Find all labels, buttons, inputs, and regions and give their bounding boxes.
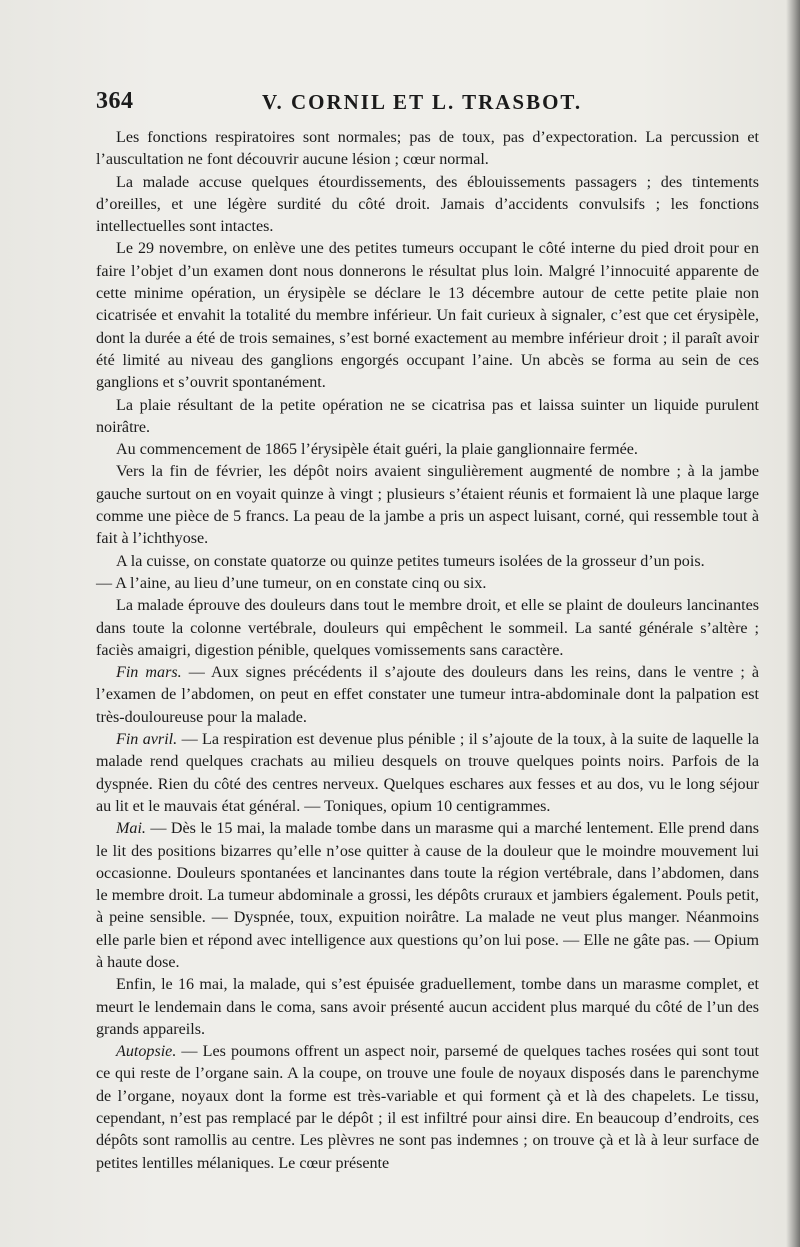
paragraph-text: Vers la fin de février, les dépôt noirs avaient singulièrement augmenté de nombre ; à la jambe gauche surtout on en voyait quinze à vingt ; plusieurs s’étaient réunis et formaient là une plaque large comme une pièce de 5 francs. La peau de la jambe a pris un aspect luisant, corné, qui ressemble tout à fait à l’ichthyose. (96, 463, 759, 548)
paragraph-text: — Dès le 15 mai, la malade tombe dans un marasme qui a marché lentement. Elle prend dans le lit des positions bizarres qu’elle n’ose quitter à cause de la douleur que le moindre mouvement lui occasionne. Douleurs spontanées et lancinantes dans toute la région vertébrale, dans l’abdomen, dans le membre droit. La tumeur abdominale a grossi, les dépôts cruraux et jambiers également. Pouls petit, à peine sensible. — Dyspnée, toux, expuition noirâtre. La malade ne veut plus manger. Néanmoins elle parle bien et répond avec intelligence aux questions qu’on lui pose. — Elle ne gâte pas. — Opium à haute dose. (96, 820, 759, 971)
paragraph (96, 595, 759, 662)
paragraph (96, 461, 759, 550)
paragraph (96, 172, 759, 239)
paragraph-lead: Mai. (116, 820, 146, 838)
paragraph (96, 439, 759, 461)
paragraph-text: La malade éprouve des douleurs dans tout le membre droit, et elle se plaint de douleurs lancinantes dans toute la colonne vertébrale, douleurs qui empêchent le sommeil. La santé générale s’altère ; faciès amaigri, digestion pénible, quelques vomissements sans caractère. (96, 597, 759, 659)
paragraph-text: Enfin, le 16 mai, la malade, qui s’est épuisée graduellement, tombe dans un marasme complet, et meurt le lendemain dans le coma, sans avoir présenté aucun accident plus marqué du côté de l’un des grands appareils. (96, 976, 759, 1038)
paragraph-text: La plaie résultant de la petite opération ne se cicatrisa pas et laissa suinter un liquide purulent noirâtre. (96, 396, 759, 436)
paragraph-lead: Fin mars. (116, 664, 182, 682)
paragraph (96, 729, 759, 818)
paragraph-text: Au commencement de 1865 l’érysipèle était guéri, la plaie ganglionnaire fermée. (116, 441, 638, 459)
paragraph-text: Les fonctions respiratoires sont normales; pas de toux, pas d’expectoration. La percussion et l’auscultation ne font découvrir aucune lésion ; cœur normal. (96, 129, 759, 169)
paragraph (96, 127, 759, 172)
paragraph-text: — La respiration est devenue plus pénible ; il s’ajoute de la toux, à la suite de laquelle la malade rend quelques crachats au milieu desquels on trouve quelques points noirs. Parfois de la dyspnée. Rien du côté des centres nerveux. Quelques eschares aux fesses et au dos, vu le long séjour au lit et le mauvais état général. — Toniques, opium 10 centigrammes. (96, 731, 759, 815)
paragraph (96, 818, 759, 974)
paragraph (96, 238, 759, 394)
paragraph-text: — A l’aine, au lieu d’une tumeur, on en constate cinq ou six. (96, 574, 487, 592)
paragraph-text: — Les poumons offrent un aspect noir, parsemé de quelques taches rosées qui sont tout ce qui reste de l’organe sain. A la coupe, on trouve une foule de noyaux disposés dans le parenchyme de l’organe, noyaux dont la forme est très-variable et qui forment çà et là des chapelets. Le tissu, cependant, n’est pas remplacé par le dépôt ; il est infiltré pour ainsi dire. En beaucoup d’endroits, ces dépôts sont ramollis au centre. Les plèvres ne sont pas indemnes ; on trouve çà et là à leur surface de petites lentilles mélaniques. Le cœur présente (96, 1043, 759, 1172)
paragraph-text: — Aux signes précédents il s’ajoute des douleurs dans les reins, dans le ventre ; à l’examen de l’abdomen, on peut en effet constater une tumeur intra-abdominale dont la palpation est très-douloureuse pour la malade. (96, 664, 760, 726)
body-text (96, 127, 759, 1175)
running-head: V. CORNIL ET L. TRASBOT. (262, 90, 583, 114)
paragraph-lead: Fin avril. (116, 731, 178, 749)
paragraph (96, 395, 759, 440)
paragraph-text: Le 29 novembre, on enlève une des petites tumeurs occupant le côté interne du pied droit pour en faire l’objet d’un examen dont nous donnerons le résultat plus loin. Malgré l’innocuité apparente de cette minime opération, un érysipèle se déclare le 13 décembre autour de cette petite plaie non cicatrisée et envahit la totalité du membre inférieur. Un fait curieux à signaler, c’est que cet érysipèle, dont la durée a été de trois semaines, s’est borné exactement au membre inférieur droit ; il paraît avoir été limité au niveau des ganglions engorgés occupant l’aine. Un abcès se forma au sein de ces ganglions et s’ouvrit spontanément. (96, 240, 759, 392)
paragraph (96, 573, 759, 595)
page-edge-shadow (786, 0, 800, 1247)
page-number: 364 (96, 88, 134, 114)
page-header (96, 88, 756, 122)
paragraph (96, 1041, 759, 1175)
paragraph (96, 551, 759, 573)
paragraph (96, 974, 759, 1041)
paragraph-text: A la cuisse, on constate quatorze ou quinze petites tumeurs isolées de la grosseur d’un pois. (116, 552, 705, 570)
paragraph-lead: Autopsie. (116, 1043, 177, 1061)
paragraph (96, 662, 759, 729)
paragraph-text: La malade accuse quelques étourdissements, des éblouissements passagers ; des tintements d’oreilles, et une légère surdité du côté droit. Jamais d’accidents convulsifs ; les fonctions intellectuelles sont intactes. (96, 173, 759, 236)
